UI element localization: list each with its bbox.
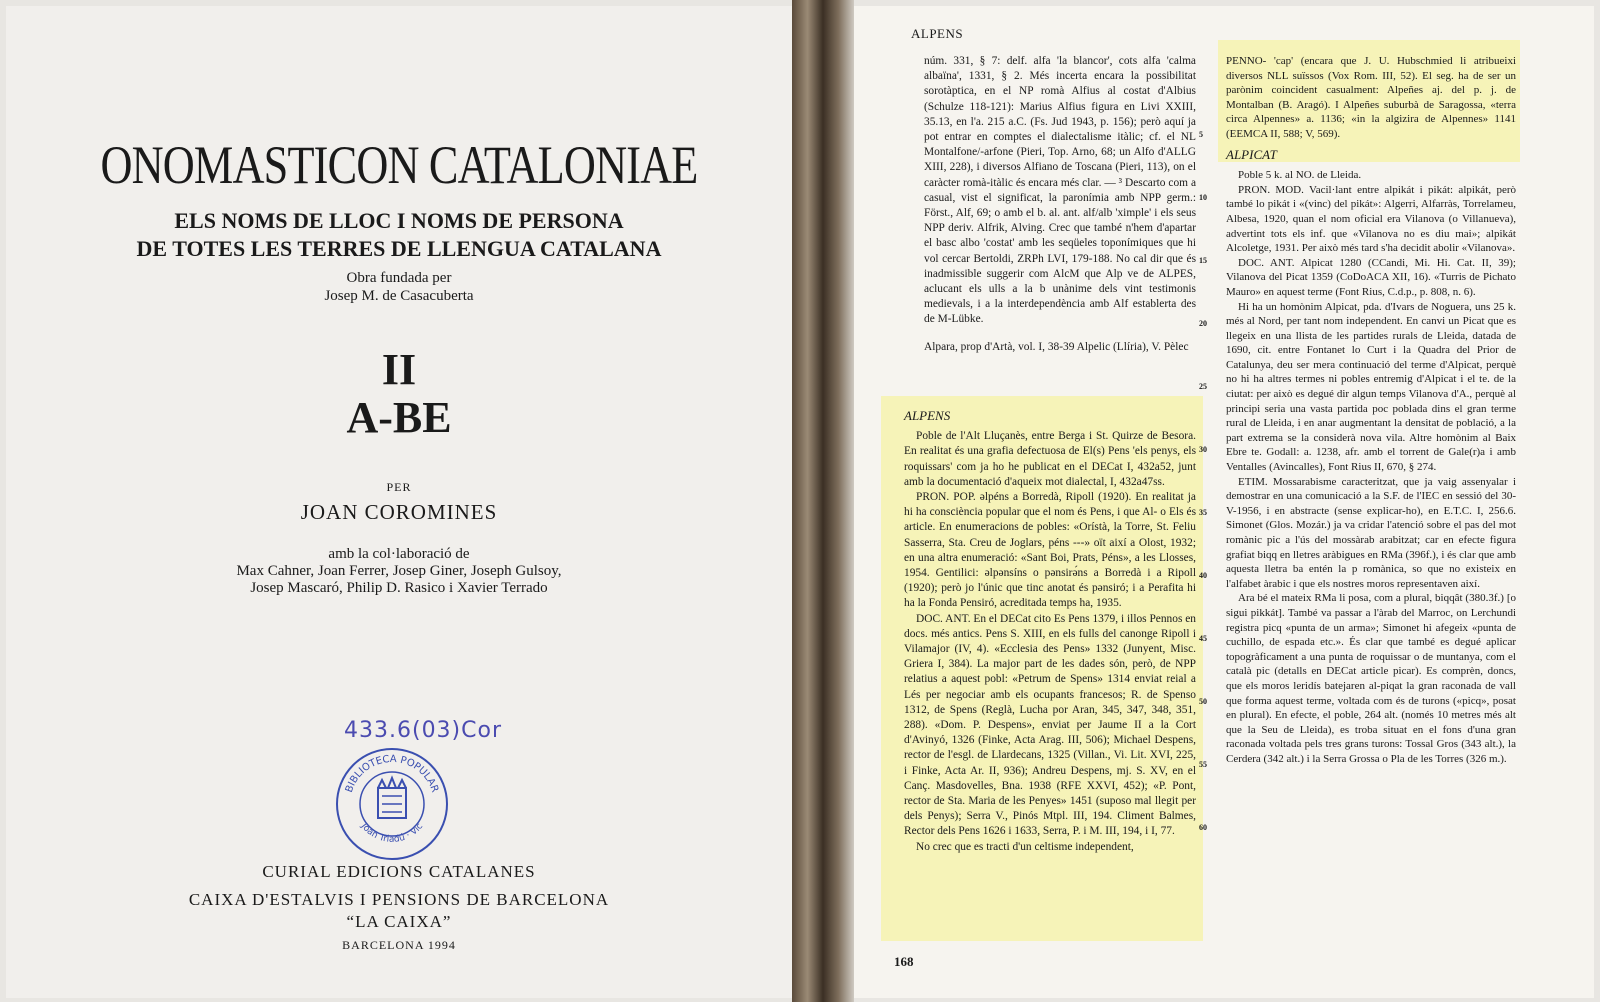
- publisher-2: CAIXA D'ESTALVIS I PENSIONS DE BARCELONA: [188, 890, 610, 909]
- line-number: 40: [1199, 571, 1207, 580]
- running-head: ALPENS: [911, 26, 964, 41]
- alpara-entry: Alpara, prop d'Artà, vol. I, 38-39 Alpelic (Llíria), V. Pèlec: [924, 340, 1189, 353]
- left-column-top: [924, 54, 1196, 355]
- line-number: 55: [1199, 760, 1207, 769]
- volume-number: II: [381, 345, 417, 394]
- alpicat-para-1: Poble 5 k. al NO. de Lleida.: [1238, 169, 1362, 182]
- line-number: 20: [1199, 319, 1207, 328]
- call-number: 433.6(03)Cor: [344, 718, 503, 743]
- dictionary-page: [854, 6, 1594, 998]
- library-stamp: [332, 744, 452, 862]
- alpicat-para-6: Ara bé el mateix RMa li posa, com a plural, biqqât (380.3f.) [o sigui pikkát]. També va passar a l'àrab del Marroc, on Lerchundi registra picq «punta de un arma»; Simonet hi afegeix «punta de cuchillo, de espada etc.». És clar que també es degué aplicar topogràficament a una punta de roquissar o de muntanya, com el català pic (detalls en DECat article picar). Es comprèn, doncs, que els moros leridís batejaren al-piqat la gran raconada de vall que forma aquest terme, voltada com és de turons («picq», posat en plural). En efecte, el poble, 264 alt. (només 10 metres més alt que la Seu de Lleida), es troba situat en el fons d'una gran raconada voltada pels tres grans turons: Tossal Gros (343 alt.), la Cerdera (342 alt.) i la Serra Grossa o Pla de les Torres (326 m.).: [1226, 592, 1516, 765]
- collab-line-1: amb la col·laboració de: [328, 546, 470, 562]
- per-label: PER: [386, 480, 412, 494]
- alpens-heading: ALPENS: [904, 408, 951, 423]
- founded-line-2: Josep M. de Casacuberta: [324, 288, 474, 304]
- alpens-para-3: DOC. ANT. En el DECat cito Es Pens 1379, i illos Pennos en docs. més antics. Pens S. XIII, en els fulls del canonge Ripoll i Vilamajor (IV, 4). «Ecclesia des Pens» 1332 (Junyent, Misc. Griera I, 384). La major part de les dades són, però, de NPP relatius a aquest pobl: «Petrum de Spens» 1314 enviat reial a Lés per negociar amb els ocupants francesos; R. de Spenso 1312, de Spens (Reglà, Lucha por Aran, 345, 347, 348, 351, 288). «Dom. P. Despens», enviat per Jaume II a la Cort d'Avinyó, 1326 (Finke, Acta Arag. III, 506); Michael Despens, rector de l'esgl. de Llardecans, 1325 (Villan., Vi. Lit. XVI, 225, i Finke, Acta Ar. II, 936); Andreu Despens, mj. S. XV, en el Canç. Masdovelles, Bna. 1938 (RFE XXVI, 452); «P. Pont, rector de Sta. Maria de les Penyes» 1451 (suposo mal llegit per dels Penys); Serra V., Pinós Mtpl. III, 194. Climent Balmes, Rector dels Pens 1626 i 1633, Serra, P. i M. III, 194, i I, 77.: [904, 612, 1196, 838]
- alpens-para-1: Poble de l'Alt Lluçanès, entre Berga i St. Quirze de Besora. En realitat és una grafia defectuosa de El(s) Pens 'els penys, els roquissars' com ja ho he publicat en el DECat I, 432a52, junt amb la documentació d'aqueix mot dialectal, I, 432a47ss.: [904, 430, 1196, 488]
- line-number: 50: [1199, 697, 1207, 706]
- page-number: 168: [894, 954, 914, 969]
- line-number: 10: [1199, 193, 1207, 202]
- subtitle-line-1: ELS NOMS DE LLOC I NOMS DE PERSONA: [174, 208, 624, 233]
- collab-line-2: Max Cahner, Joan Ferrer, Josep Giner, Joseph Gulsoy,: [236, 563, 562, 579]
- line-number: 35: [1199, 508, 1207, 517]
- volume-range: A-BE: [346, 393, 452, 442]
- alpicat-para-5: ETIM. Mossarabisme caracteritzat, que ja vaig assenyalar i demostrar en una comunicació a la S.F. de l'IEC en sessió del 30-V-1956, i en abstracte (sense explicar-ho), en E.T.C. I, 256.6. Simonet (Glos. Mozár.) ja va cridar l'atenció sobre el pas del mot romànic pic a l'ús del mossàrab arabitzat; car en efecte figura grafiat biqq en lletres aràbigues en RMa (396f.), i és clar que amb aquesta lletra ba entén la p romànica, so que no existeix en l'alfabet àrabic i que els nostres moros representaven així.: [1226, 475, 1516, 590]
- author-name: JOAN COROMINES: [300, 500, 498, 524]
- line-number: 30: [1199, 445, 1207, 454]
- stamp-top-text: BIBLIOTECA POPULAR: [343, 753, 441, 794]
- alpicat-heading: ALPICAT: [1226, 146, 1277, 162]
- alpicat-para-2: PRON. MOD. Vacil·lant entre alpikát i pikát: alpikát, però també lo pikát i «(vinc) del pikát»: Algerri, Alfarràs, Torrelameu, Albesa, 1920, quan el nom oficial era Vilanova (o Villanueva), advertint tots els inf. que «Vilanova no es diu mai»; alpikát Alcoletge, 1931. Per això més tard s'ha decidit abolir «Vilanova».: [1226, 183, 1516, 255]
- right-column: [1226, 54, 1516, 767]
- founded-line-1: Obra fundada per: [346, 270, 452, 286]
- book-gutter: [792, 0, 854, 1002]
- line-number: 45: [1199, 634, 1207, 643]
- svg-text:Joan Triadú · Vic: [358, 821, 425, 845]
- alpens-entry: [904, 404, 1196, 855]
- line-number: 60: [1199, 823, 1207, 832]
- alpicat-para-4: Hi ha un homònim Alpicat, pda. d'Ivars de Noguera, uns 25 k. més al Nord, per tant nom independent. En canvi un Picat que es llegeix en una llista de les partides rurals de Lleida, datada de 1690, cit. entre Fontanet lo Curt i la Quadra del Prior de Catalunya, deu ser mera continuació del terme d'Alpicat, perquè no hi ha altres termes ni pobles entremig d'Alpicat i el te. de la ciutat: per això es degué dir algun temps Vilanova d'A., perquè al principi seria una vasta partida poc poblada dins el gran terme rural de Lleida, i en anar augmentant la densitat de població, a la part extrema se la considerà nova vila. Altre homònim al Baix Ebre te. Godall: a. 1238, afr. amb el torrent de Gale(r)a i amb Ventalles (Avincalles), Font Rius II, 670, § 274.: [1226, 300, 1516, 474]
- alpens-para-2: PRON. POP. əlpéns a Borredà, Ripoll (1920). En realitat ja hi ha consciència popular que el nom és Pens, i que Al- o Els és article. En enumeracions de pobles: «Orístà, la Torre, St. Feliu Sasserra, Sta. Creu de Joglars, péns ---» oït així a Olost, 1932; en una altra enumeració: «Sant Boi, Prats, Péns», a les Llosses, 1954. Gentilici: əlpənsíns o pənsirə́ns a Borredà i a Ripoll (1920); però jo l'únic que tinc anotat és pənsiró; i a Perafita hi ha la Fonda Pensiró, acreditada temps ha, 1935.: [904, 491, 1196, 610]
- alpens-para-4: No crec que es tracti d'un celtisme independent,: [916, 840, 1134, 853]
- stamp-bottom-text: Joan Triadú · Vic: [358, 821, 426, 845]
- main-title: ONOMASTICON CATALONIAE: [100, 135, 698, 195]
- penno-text: PENNO- 'cap' (encara que J. U. Hubschmied li atribueixi diversos NLL suïssos (Vox Rom. III, 52). El seg. ha de ser un parònim coincident casualment: Alpeñes aj. del p. j. de Montalban (B. Aragó). I Alpeñes suburbà de Saragossa, «terra circa Alpennes» a. 1136; «in la algizira de Alpennes» 1141 (EEMCA II, 588; V, 569).: [1226, 55, 1516, 140]
- line-number: 5: [1199, 130, 1203, 139]
- subtitle-line-2: DE TOTES LES TERRES DE LLENGUA CATALANA: [136, 236, 662, 261]
- collab-line-3: Josep Mascaró, Philip D. Rasico i Xavier Terrado: [250, 580, 548, 596]
- line-number: 25: [1199, 382, 1207, 391]
- place-year: BARCELONA 1994: [342, 938, 456, 952]
- alpicat-para-3: DOC. ANT. Alpicat 1280 (CCandi, Mi. Hi. Cat. II, 39); Vilanova del Picat 1359 (CoDoACA XII, 16). «Turris de Pichato Mauro» en aquest terme (Font Rius, C.d.p., p. 808, n. 6).: [1226, 256, 1516, 298]
- line-number: 15: [1199, 256, 1207, 265]
- title-page: [6, 6, 792, 998]
- publisher-1: CURIAL EDICIONS CATALANES: [262, 862, 536, 881]
- publisher-3: “LA CAIXA”: [346, 912, 452, 931]
- note-text: núm. 331, § 7: delf. alfa 'la blancor', cots alfa 'calma albaïna', 1331, § 2. Més incerta encara la possibilitat sorotàptica, en el NP romà Alfius al costat d'Albius (Schulze 118-121): Marius Alfius figura en Livi XXIII, 35.13, en l'a. 215 a.C. (Fs. Jud 1943, p. 156); però aquí ja pot entrar en comptes el dialectalisme itàlic; cf. el NL Montalfone/-arfone (Pieri, Top. Arno, 68; un Alfo d'ALLG XIII, 228), i diversos Alfiano de Toscana (Pieri, 113), on el caràcter romà-itàlic és encara més clar. — ³ Descarto com a casual, vist el significat, la paronímia amb NPP germ.: Först., Alf, 69; o amb el b. al. ant. alf/alb 'ximple' i els seus NPP deriv. Alfrik, Alving. Crec que també n'hem d'apartar el basc albo 'costat' amb les seqüeles toponímiques que hi vol cercar Bertoldi, ZRPh LVI, 179-188. No cal dir que és inadmissible suggerir com AlcM que Alp ve de ALPES, aclucant els ulls a la b unànime dels vint testimonis medievals, i a la interdependència amb Alf establerta des de M-Lübke.: [924, 55, 1196, 326]
